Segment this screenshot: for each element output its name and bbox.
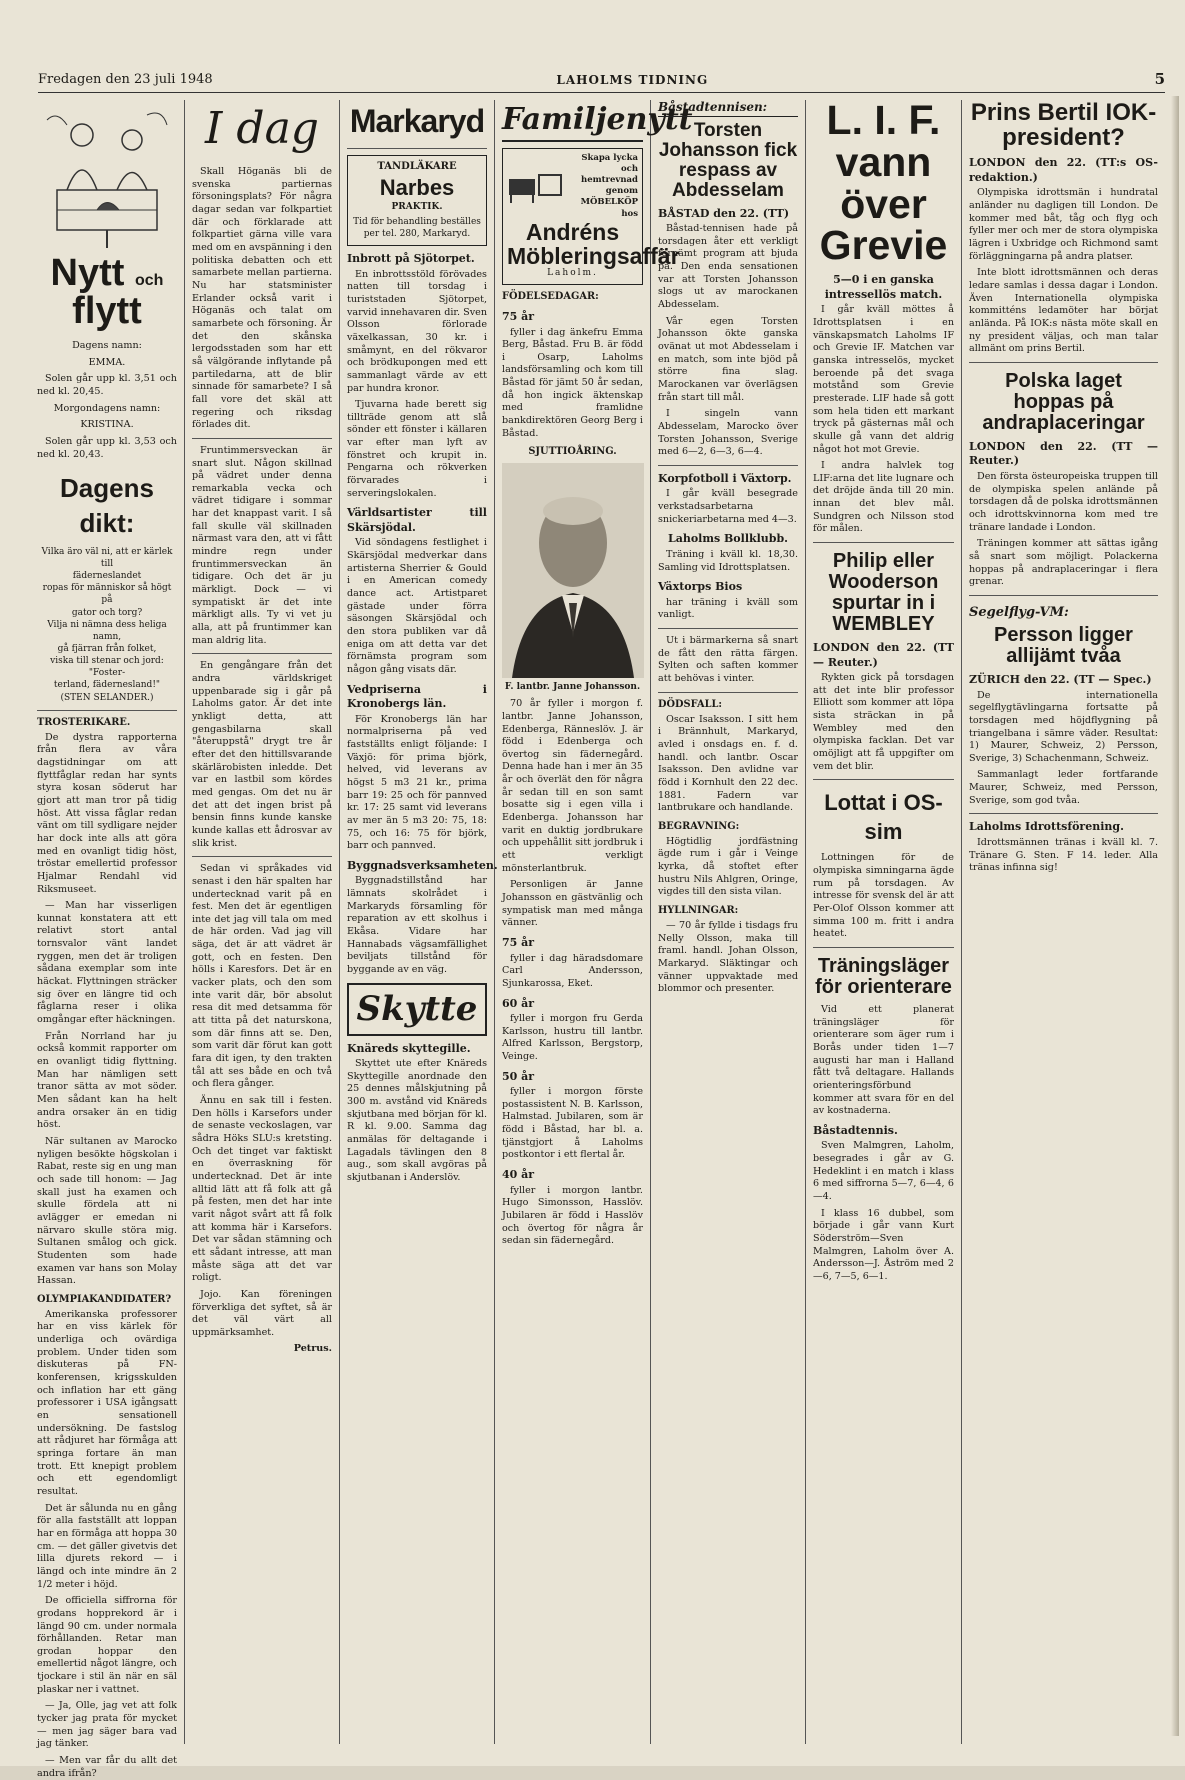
- column-nytt-och-flytt: [30, 100, 185, 1779]
- article-text: har träning i kväll som vanligt.: [658, 596, 798, 621]
- column-title-markaryd: Markaryd: [349, 103, 485, 139]
- article-text: fyller i morgon lantbr. Hugo Simonsson, Hasslöv. Jubilaren är född i Hasslöv och övertog för några år sedan sin fädernegård.: [502, 1184, 643, 1247]
- column-i-dag: [185, 100, 340, 1744]
- column-lif: [806, 97, 962, 1744]
- dagens-namn: EMMA.: [88, 356, 126, 368]
- column-markaryd: [340, 100, 498, 1744]
- article-text: Jojo. Kan föreningen förverkliga det syftet, så är det väl värt all uppmärksamhet.: [192, 1288, 332, 1338]
- article-text: Tjuvarna hade berett sig tillträde genom att slå sönder ett fönster i källaren var efter man lyft av fönstret och krupit in. Pengarna och rökverken förvarades i serveringslokalen.: [347, 399, 487, 499]
- column-prins-bertil: [962, 100, 1165, 1744]
- article-title: HYLLNINGAR:: [658, 905, 739, 917]
- article-text: — Man har visserligen kunnat konstatera att ett relativt stort antal tornsvalor vänt landet ryggen, men det är troligen sådana exemplar som inte häckat. Flyttningen sträcker sig över en längre tid och fåglarna reser i olika omgångar efter häckningen.: [37, 900, 177, 1026]
- issue-date: Fredagen den 23 juli 1948: [38, 72, 213, 87]
- portrait-photo: [502, 463, 643, 678]
- dateline: LONDON den 22. (TT:s OS-redaktion.): [969, 156, 1158, 184]
- article-text: I klass 16 dubbel, som började i går vann Kurt Söderström—Sven Malmgren, Laholm över A. Andersson—J. Åström med 2—6, 7—5, 6—1.: [813, 1207, 954, 1283]
- article-text: — 70 år fyllde i tisdags fru Nelly Olsson, maka till framl. handl. Johan Olsson, Markaryd. Släktingar och vänner uppvaktade med blommor och presenter.: [658, 919, 798, 995]
- article-text: De dystra rapporterna från flera av våra dagstidningar om att flyttfåglar redan har synts styra kosan söderut har gjort att man tror på tidig höst. Att vissa fåglar redan vänt om till sydligare nejder har dock inte alls att göra med en ovanligt tidig höst, tröstar emellertid professor Hjalmar Rendahl vid Riksmuseet.: [37, 731, 177, 895]
- headline-polska-laget: Polska laget hoppas på andraplaceringar: [982, 369, 1145, 434]
- article-title: Laholms Bollklubb.: [667, 532, 789, 546]
- article-text: Skall Höganäs bli de svenska partiernas försoningsplats? För några dagar sedan var folkpartiet där och förklarade att folkpartiet gärna ville vara med om en avspänning i den politiska debatten och ett samarbete mellan partierna. Nu har statsminister Erlander också varit i Höganäs och talat om samarbete och försoning. Är det den skånska lergodsstaden som har ett så välgörande inflytande på partiledarna, att de blir sinnade för samarbete? I så fall vore det skäl att regering och riksdag förlades dit.: [192, 166, 332, 431]
- article-text: Skyttet ute efter Knäreds Skyttegille anordnade den 25 dennes målskjutning på 300 m. avstånd vid Knäreds skjutbana med början för kl. R kl. 9.00. Samma dag anmälas för deltagande i Lagadals tävlingen den 8 aug., som skall avgöras på skjutbanan i Anderslöv.: [347, 1058, 487, 1183]
- column-bastadtennisen: [651, 100, 806, 1744]
- article-title: FÖDELSEDAGAR:: [502, 291, 599, 303]
- article-title: Vedpriserna i Kronobergs län.: [347, 682, 487, 711]
- column-title-familjenytt: Familjenytt: [502, 100, 643, 142]
- article-text: En gengångare från det andra världskriget uppenbarade sig i går på Laholms gator. Är det inte ynkligt detta, att gengasbilarna skall "återuppstå" drygt tre år efter det den hittillsvarande skärlärobisten inledde. Det var en lastbil som kördes med gengas. Om det nu är det att det ingen brist på bensin finns kunde kanske kunde kallas ett ådrosvar av slik krist.: [192, 660, 332, 849]
- article-text: Den första östeuropeiska truppen till de olympiska spelen anlände på torsdagen då de polska idrottsmännen och idrottskvinnorna kom med tre tränare landade i London.: [969, 470, 1158, 533]
- dateline: ZÜRICH den 22. (TT — Spec.): [969, 673, 1152, 687]
- article-title: Korpfotboll i Växtorp.: [658, 471, 792, 485]
- furniture-ad: Skapa lycka och hemtrevnad genom MÖBELKÖP hos Andréns Möbleringsaffär Laholm.: [502, 148, 643, 285]
- headline-philip: Philip eller Wooderson spurtar in i WEMBLEY: [828, 550, 939, 636]
- sun-times-today: Solen går upp kl. 3,51 och ned kl. 20,45.: [37, 373, 177, 397]
- article-text: I går kväll möttes å Idrottsplatsen i en vänskapsmatch Laholms IF och Grevie IF. Matchen var ganska intresselös, mycket beroende på det svaga motstånd som Grevie presterade. LIF hade så gott som hela tiden ett markant tryck på gästernas mål och skulle gå vann det aldrig något hot mot Grevie.: [813, 304, 954, 455]
- article-text: — Ja, Olle, jag vet att folk tycker jag prata för mycket — men jag säger bara vad jag tänker.: [37, 1700, 177, 1750]
- article-text: Olympiska idrottsmän i hundratal anländer nu dagligen till London. De kommer med båt, tåg och flyg och fyller mer och mer de stora olympiska lägren i Uxbridge och Richmond samt förläggningarna på andra platser.: [969, 187, 1158, 262]
- article-text: Idrottsmännen tränas i kväll kl. 7. Tränare G. Sten. F 14. leder. Alla tränas infinna sig!: [969, 836, 1158, 874]
- article-text: Ut i bärmarkerna så snart de fått den rätta färgen. Sylten och saften kommer att behövas i vinter.: [658, 635, 798, 685]
- article-text: Personligen är Janne Johansson en gästvänlig och sympatisk man med många vänner.: [502, 879, 643, 929]
- dagens-namn-label: Dagens namn:: [72, 340, 142, 351]
- subheadline: 5—0 i en ganska intressellös match.: [824, 273, 943, 301]
- article-title: Knäreds skyttegille.: [347, 1041, 471, 1055]
- article-title: Båstadtennis.: [813, 1123, 898, 1137]
- article-text: En inbrottsstöld förövades natten till torsdag i turiststaden Sjötorpet, varvid innehavaren dir. Sven Olsson förlorade växelkassan, 30 kr. i småmynt, en del rökvaror och brödkupongen med ett sammanlagt värde av ett par hundra kronor.: [347, 268, 487, 394]
- article-title: DÖDSFALL:: [658, 698, 722, 710]
- article-text: Vår egen Torsten Johansson ökte ganska ovänat ut mot Abdesselam i en match, som inte bjöd på större fina slag. Marockanen var överlägsen från start till mål.: [658, 315, 798, 403]
- poem: Vilka äro väl ni, att er kärlek till fäderneslandet ropas för människor så högt på gator och torg? Vilja ni nämna dess heliga namn, gå fjärran från folket, viska till stenar och jord: "Foster- terland, fädernesland!" (STEN SELANDER.): [37, 546, 177, 704]
- article-text: I andra halvlek tog LIF:arna det lite lugnare och det dröjde ända till 20 min. innan det blev mål. Sundgren och Nilsson stod för målen.: [813, 460, 954, 535]
- article-text: Byggnadstillstånd har lämnats skolrådet i Markaryds församling för reparation av ett skolhus i Ekåsa. Vidare har Hannabads vägsamfällighet beviljats tillstånd för byggande av en väg.: [347, 875, 487, 976]
- article-text: Högtidlig jordfästning ägde rum i går i Veinge kyrka, då stoftet efter hustru Nils Ahlgren, Oringe, vigdes till den sista vilan.: [658, 835, 798, 898]
- article-title: OLYMPIAKANDIDATER?: [37, 1293, 172, 1305]
- columns: [30, 97, 1165, 1779]
- article-text: Sven Malmgren, Laholm, besegrades i går av G. Hedeklint i en match i klass 6 med siffrorna 5—7, 6—4, 6—4.: [813, 1140, 954, 1203]
- article-text: När sultanen av Marocko nyligen besökte högskolan i Rabat, reste sig en ung man och sade till honom: — Jag skall just ha examen och skulle fördela att ni avlägger er emedan ni närvaro skulle störa mig. Sultanen smålog och gick. Studenten som hade examen var hans son Molay Hassan.: [37, 1135, 177, 1287]
- article-text: Vid söndagens festlighet i Skärsjödal medverkar dans artisterna Sherrier & Gould i en American comedy dance act. Artistparet gästade under förra säsongen Skärsjödal och den stora publiken var då eniga om att detta var det förnämsta program som någon gång visats där.: [347, 537, 487, 675]
- article-text: Inte blott idrottsmännen och deras ledare samlas i dessa dagar i London. Även Internationella olympiska kommitténs ledamöter har börjat anlända. På IOK:s nästa möte skall en ny president väljas, och man talar allmänt om prins Bertil.: [969, 267, 1158, 355]
- skytte-title: Skytte: [347, 983, 487, 1036]
- article-text: De internationella segelflygtävlingarna fortsatte på torsdagen med höjdflygning på triangelbana i sämre väder. Resultat: 1) Maurer, Schweiz, 2) Persson, Sverige, 3) Schachenmann, Schweiz.: [969, 689, 1158, 764]
- article-text: Träning i kväll kl. 18,30. Samling vid Idrottsplatsen.: [658, 548, 798, 573]
- article-title: TROSTERIKARE.: [37, 716, 131, 728]
- headline-persson: Persson ligger allijämt tvåa: [994, 624, 1133, 668]
- article-lead: Båstad-tennisen hade på torsdagen åter ett verkligt förnämt program att bjuda på. Den enda sensationen var att Torsten Johansson slogs ut av marockanen Abdesselam.: [658, 223, 798, 311]
- article-text: För Kronobergs län har normalpriserna på ved fastställts enligt följande: I Växjö: för prima björk, helved, vid leverans av högst 5 m3 21 kr., prima barr 19: 25 och för pannved kr. 17: 25 samt vid leverans av mer än 5 m3 20: 75, 18: 75, och 16: 75 för björk, barr och pannved.: [347, 713, 487, 852]
- headline-prins-bertil: Prins Bertil IOK-president?: [970, 99, 1157, 152]
- section-label: Segelflyg-VM:: [969, 604, 1069, 620]
- morgondagens-namn: KRISTINA.: [80, 419, 134, 431]
- article-text: Vid ett planerat träningsläger för orienterare som äger rum i Borås under tiden 1—7 augusti har man i Halland fått två deltagare. Hallands orienteringsförbund kommer att svara för en del av kostnaderna.: [813, 1004, 954, 1117]
- article-text: Fruntimmersveckan är snart slut. Någon skillnad på vädret under denna remarkabla vecka och vädret tidigare i sommar har det knappast varit. I så fall skulle väl skillnaden närmast vara den, att vi fått mindre regn under fruntimmersveckan än tidigare. Och det är ju märkligt. Dock — vi sympatiskt är det inte märkligt alls. Ty vi vet ju alla, att på fruntimmer kan man aldrig lita.: [192, 444, 332, 646]
- article-text: — Men var får du allt det andra ifrån?: [37, 1755, 177, 1779]
- article-text: Träningen kommer att sättas igång så snart som möjligt. Polackerna hoppas på andraplaceringar i flera grenar.: [969, 538, 1158, 588]
- paper-name: LAHOLMS TIDNING: [556, 73, 709, 87]
- section-label: Båstadtennisen:: [658, 100, 798, 117]
- article-text: I går kväll besegrade verkstadsarbetarna snickeriarbetarna med 4—3.: [658, 488, 798, 525]
- morgondagens-namn-label: Morgondagens namn:: [53, 402, 161, 414]
- article-text: fyller i morgon fru Gerda Karlsson, hustru till lantbr. Alfred Karlsson, Bergstorp, Veinge.: [502, 1013, 643, 1062]
- article-text: Lottningen för de olympiska simningarna ägde rum på torsdagen. Av intresse för svensk del är att Per-Olof Olsson kommer att simma 100 m. fritt i andra heatet.: [813, 852, 954, 940]
- dateline: LONDON den 22. (TT — Reuter.): [969, 439, 1158, 468]
- page-number: 5: [1154, 70, 1165, 88]
- sun-times-tomorrow: Solen går upp kl. 3,53 och ned kl. 20,43.: [37, 435, 177, 460]
- column-title-i-dag: I dag: [205, 103, 319, 154]
- headline-lottat: Lottat i OS-sim: [824, 790, 943, 845]
- dagens-dikt-title: Dagens dikt:: [60, 473, 154, 538]
- article-text: fyller i morgon förste postassistent N. B. Karlsson, Halmstad. Jubilaren, som är född i Båstad, har bl. a. tjänstgjort å Laholms postkontor i ett flertal år.: [502, 1086, 643, 1161]
- article-title: BEGRAVNING:: [658, 820, 740, 832]
- article-title: Byggnadsverksamheten.: [347, 858, 498, 872]
- section-title-nytt-och-flytt: Nytt och flytt: [50, 252, 164, 332]
- article-text: Oscar Isaksson. I sitt hem i Brännhult, Markaryd, avled i onsdags en. f. d. handl. och lantbr. Oscar Isaksson. Den avlidne var född i Kornhult den 22 dec. 1881. Fadern var lantbrukare och handlande.: [658, 713, 798, 814]
- poem-author: (STEN SELANDER.): [60, 692, 154, 703]
- article-text: Amerikanska professorer har en viss kärlek för underliga och ovärdiga problem. Under tiden som diskuteras på FN-konferensen, krigsskulden och inflation har ett gäng professorer i USA igångsatt en sensationell undersökning. De fastslog att rådjuret har förmåga att springa fortare än man trott. Ett knepigt problem och ett egendomligt resultat.: [37, 1308, 177, 1497]
- dateline: LONDON den 22. (TT — Reuter.): [813, 641, 954, 669]
- article-text: Ännu en sak till i festen. Den hölls i Karsefors under de senaste veckoslagen, var sådra Höks SLU:s kretsting. Och det tinget var faktiskt en överraskning för undertecknad. Det är inte alltid lätt att få folk att gå på festen, men det har inte varit något svårt att få folk att komma här i Karsefors. Det var sådan stämning och ett sådant intresse, att man måste säga att det var roligt.: [192, 1095, 332, 1284]
- article-text: I singeln vann Abdesselam, Marocko över Torsten Johansson, Sverige med 6—2, 6—3, 6—4.: [658, 408, 798, 458]
- signature: Petrus.: [293, 1343, 332, 1355]
- headline-torsten: Torsten Johansson fick respass av Abdesselam: [658, 119, 798, 201]
- family-illustration: [37, 100, 177, 250]
- column-familjenytt: Familjenytt Skapa lycka och hemtrevnad genom MÖBELKÖP hos Andréns Möbleringsaffär Laholm. FÖDELSEDAGAR: 75 år fyller i dag änkefru Emma Berg, Båstad. Fru B. är född i Osarp, Laholms landsförsamling och kom till Båstad för jämt 50 år sedan, då hon ingick äktenskap med framlidne bankdirektören Georg Berg i Båstad. SJUTTIOÅRING. F. lantbr. Janne Johansson. 70 år fyller i morgon f. lantbr. Janne Johansson, Edenberga, Ränneslöv. J. är född i Edenberga och övertog sin fädernegård. Denna hade han i mer än 35 år och överlät den för några år sedan till en son samt bosatte sig i egen villa i Edenberga. Johansson har varit en duktig jordbrukare och uppehållit sitt jordbruk i ett verkligt mönsterlantbruk. Personligen är Janne Johansson en gästvänlig och sympatisk man med många vänner. 75 år fyller i dag häradsdomare Carl Andersson, Sjunkarossa, Eket. 60 år fyller i morgon fru Gerda Karlsson, hustru till lantbr. Alfred Karlsson, Bergstorp, Veinge. 50 år fyller i morgon förste postassistent N. B. Karlsson, Halmstad. Jubilaren, som är född i Båstad, har bl. a. tjänstgjort å Laholms postkontor i ett flertal år. 40 år fyller i morgon lantbr. Hugo Simonsson, Hasslöv. Jubilaren är född i Hasslöv och övertog för några år sedan sin fädernegård.: [495, 100, 651, 1744]
- portrait-caption: F. lantbr. Janne Johansson.: [504, 682, 641, 693]
- masthead: [38, 70, 1165, 93]
- article-title: Växtorps Bios: [658, 580, 743, 594]
- article-title: SJUTTIOÅRING.: [528, 446, 617, 458]
- article-title: Inbrott på Sjötorpet.: [347, 252, 475, 266]
- headline-traningslager: Träningsläger för orienterare: [815, 955, 952, 999]
- furniture-icon: [507, 167, 567, 205]
- article-text: fyller i dag änkefru Emma Berg, Båstad. Fru B. är född i Osarp, Laholms landsförsamling och kom till Båstad för jämt 50 år sedan, då hon ingick äktenskap med framlidne bankdirektören Georg Berg i Båstad.: [502, 326, 643, 439]
- page-edge-shadow: [1171, 96, 1179, 1736]
- article-text: Sammanlagt leder fortfarande Maurer, Schweiz, med Persson, Sverige, som god tvåa.: [969, 769, 1158, 806]
- article-text: De officiella siffrorna för grodans hopprekord är i längd 90 cm. under normala förhållanden. Retar man grodan hoppar den emellertid något längre, och tjockare i stil än när en säl plaskar ner i vattnet.: [37, 1595, 177, 1695]
- dentist-ad: TANDLÄKARE Narbes PRAKTIK. Tid för behandling beställes per tel. 280, Markaryd.: [347, 155, 487, 246]
- headline-lif: L. I. F. vann över Grevie: [819, 97, 948, 269]
- article-text: Rykten gick på torsdagen att det inte blir professor Elliott som kommer att löpa sista sträckan in på Wembley med den olympiska facklan. Det var omöjligt att få uppgifter om vem det blir.: [813, 672, 954, 772]
- article-text: fyller i dag häradsdomare Carl Andersson, Sjunkarossa, Eket.: [502, 952, 643, 989]
- article-title: Världsartister till Skärsjödal.: [347, 506, 487, 534]
- dateline: BÅSTAD den 22. (TT): [658, 206, 790, 220]
- article-title: Laholms Idrottsförening.: [969, 820, 1124, 834]
- article-text: Från Norrland har ju också kommit rapporter om en ovanligt tidig flyttning. Man har nämligen sett tranor sätta av mot söder. Men sådant kan ha helt andra orsaker än en tidig höst.: [37, 1030, 177, 1131]
- article-text: 70 år fyller i morgon f. lantbr. Janne Johansson, Edenberga, Ränneslöv. J. är född i Edenberga och övertog sin fädernegård. Denna hade han i mer än 35 år och överlät den för några år sedan till en son samt bosatte sig i egen villa i Edenberga. Johansson har varit en duktig jordbrukare och uppehållit sitt jordbruk i ett verkligt mönsterlantbruk.: [502, 698, 643, 874]
- article-text: Sedan vi språkades vid senast i den här spalten har undertecknad varit på en fest. Men det är egentligen inte det jag vill tala om med de här orden. Vad jag vill säga, det är att vädret är gott, och en festen. Den hölls i Karesfors. Det är en vacker plats, och den som inte varit där, bör absolut resa dit med detsamma för att titta på det naturskona, som där finns att se. Den, som varit där förut kan gott fara dit igen, ty den trakten tål att ses både en och två och flera gånger.: [192, 863, 332, 1090]
- article-text: Det är sålunda nu en gång för alla fastställt att loppan har en förmåga att hoppa 30 cm. — det gäller givetvis det lilla djurets rekord — i längd och inte mindre än 2 1/2 meter i höjd.: [37, 1502, 177, 1590]
